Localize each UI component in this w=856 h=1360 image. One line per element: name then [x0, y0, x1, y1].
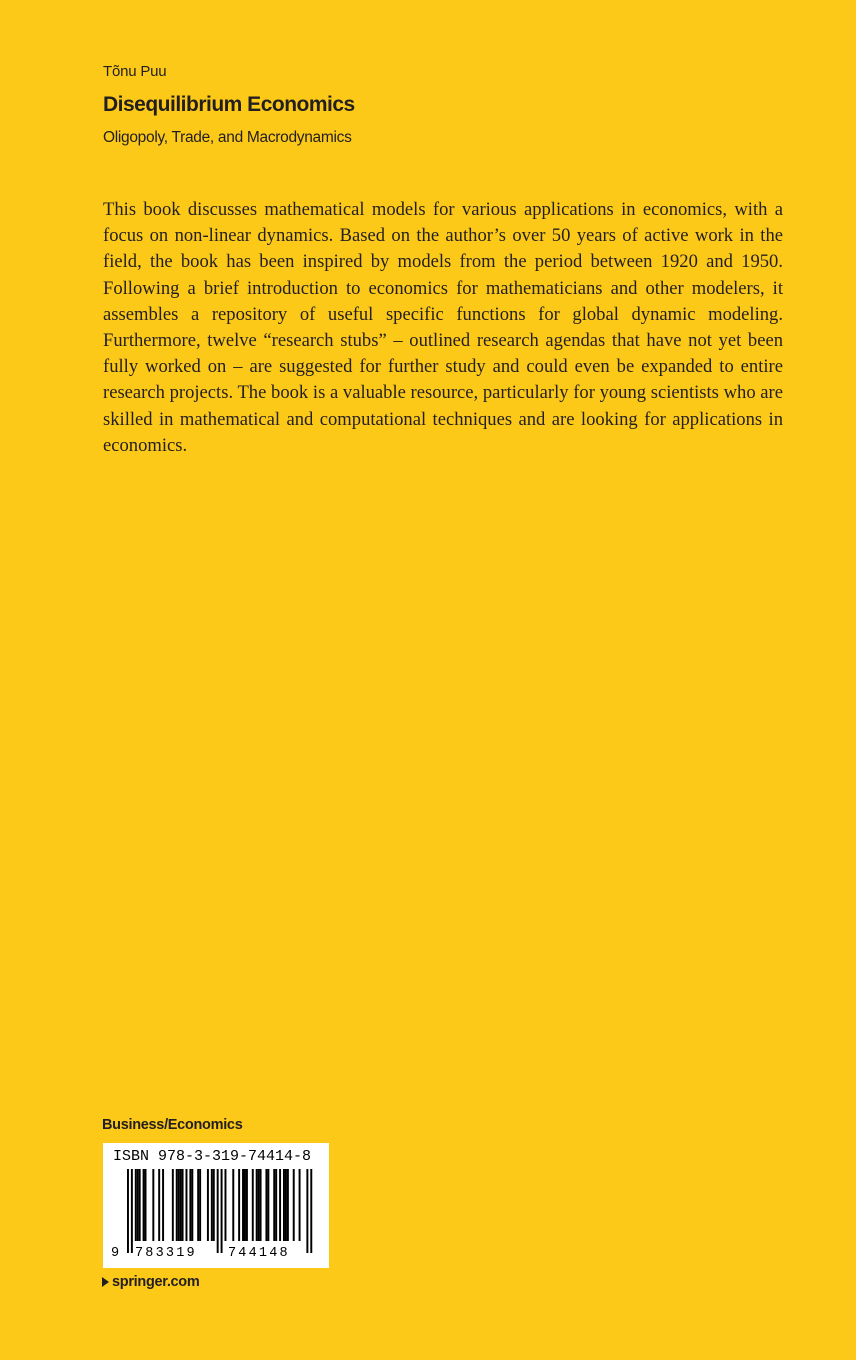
- barcode-digit-first: 9: [111, 1246, 120, 1261]
- barcode-bar: [258, 1169, 260, 1241]
- book-subtitle: Oligopoly, Trade, and Macrodynamics: [103, 129, 352, 146]
- isbn-label: ISBN 978-3-319-74414-8: [113, 1148, 312, 1165]
- barcode-bar: [273, 1169, 275, 1241]
- barcode-bar: [252, 1169, 254, 1241]
- barcode-box: [103, 1143, 329, 1268]
- barcode-bar: [283, 1169, 285, 1241]
- barcode-bar: [246, 1169, 248, 1241]
- barcode-bar: [135, 1169, 137, 1241]
- barcode-digits-right: 744148: [228, 1246, 290, 1261]
- barcode-bar: [139, 1169, 141, 1241]
- barcode-bar: [172, 1169, 174, 1241]
- barcode-bar: [158, 1169, 160, 1241]
- barcode-guard-bar: [310, 1169, 312, 1253]
- barcode-bar: [145, 1169, 147, 1241]
- book-title: Disequilibrium Economics: [103, 93, 355, 116]
- barcode-bar: [213, 1169, 215, 1241]
- barcode-bar: [199, 1169, 201, 1241]
- barcode-bar: [238, 1169, 240, 1241]
- barcode-bar: [267, 1169, 269, 1241]
- barcode-bar: [232, 1169, 234, 1241]
- barcode-bar: [211, 1169, 213, 1241]
- barcode-guard-bar: [131, 1169, 133, 1253]
- barcode-bar: [162, 1169, 164, 1241]
- barcode-bar: [293, 1169, 295, 1241]
- author-name: Tõnu Puu: [103, 63, 167, 80]
- barcode-bar: [176, 1169, 178, 1241]
- barcode-bar: [189, 1169, 191, 1241]
- barcode-bar: [287, 1169, 289, 1241]
- barcode-bar: [225, 1169, 227, 1241]
- subject-category: Business/Economics: [102, 1117, 243, 1133]
- publisher-link[interactable]: [102, 1274, 199, 1290]
- barcode-bar: [275, 1169, 277, 1241]
- publisher-link-label: springer.com: [112, 1274, 200, 1290]
- barcode-bar: [178, 1169, 180, 1241]
- barcode-bar: [256, 1169, 258, 1241]
- barcode-bar: [186, 1169, 188, 1241]
- barcode-bar: [279, 1169, 281, 1241]
- barcode-bar: [180, 1169, 182, 1241]
- barcode-bar: [244, 1169, 246, 1241]
- barcode-bar: [191, 1169, 193, 1241]
- barcode-bar: [143, 1169, 145, 1241]
- barcode-guard-bar: [127, 1169, 129, 1253]
- barcode-bar: [197, 1169, 199, 1241]
- barcode-bar: [285, 1169, 287, 1241]
- barcode-bar: [207, 1169, 209, 1241]
- barcode-digits-left: 783319: [135, 1246, 197, 1261]
- barcode-bar: [299, 1169, 301, 1241]
- barcode-guard-bar: [217, 1169, 219, 1253]
- barcode-bar: [265, 1169, 267, 1241]
- arrow-right-icon: [102, 1277, 109, 1287]
- book-description: This book discusses mathematical models for various applications in economics, with a focus on non-linear dynamics. Based on the author’s over 50 years of active work in the field, the book has been inspired by models from the period between 1920 and 1950. Following a brief introduction to economics for mathematicians and other modelers, it assembles a repository of useful specific functions for global dynamic modeling. Furthermore, twelve “research stubs” – outlined research agendas that have not yet been fully worked on – are suggested for further study and could even be expanded to entire research projects. The book is a valuable resource, particularly for young scientists who are skilled in mathematical and computational techniques and are looking for applications in economics.: [103, 199, 783, 456]
- barcode-bar: [182, 1169, 184, 1241]
- barcode-bar: [242, 1169, 244, 1241]
- barcode-guard-bar: [306, 1169, 308, 1253]
- barcode-guard-bar: [221, 1169, 223, 1253]
- barcode-bar: [260, 1169, 262, 1241]
- barcode-bar: [137, 1169, 139, 1241]
- barcode-bar: [152, 1169, 154, 1241]
